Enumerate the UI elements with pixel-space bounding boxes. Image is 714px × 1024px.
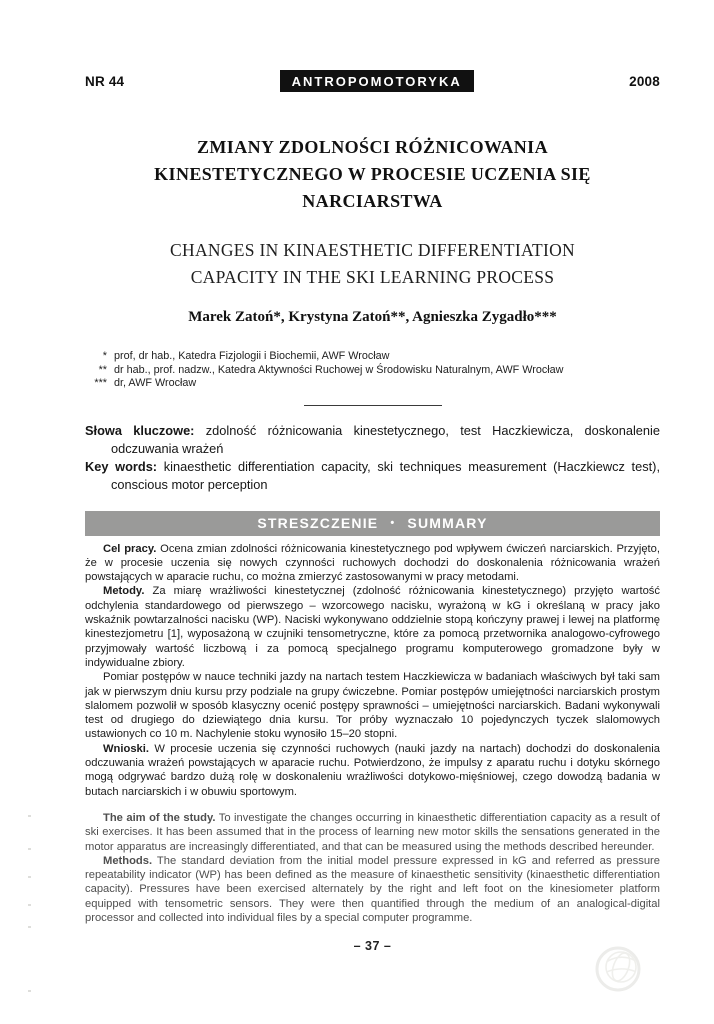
abstract-paragraph: [85, 742, 660, 799]
title-pl-line-3: NARCIARSTWA: [302, 191, 443, 211]
affiliation-text: dr, AWF Wrocław: [114, 377, 197, 390]
paragraph-text: W procesie uczenia się czynności ruchowych (nauki jazdy na nartach) dochodzi do doskonalenia odczuwania wrażeń powstających w aparacie ruchu. Potwierdzono, że impulsy z aparatu ruchu i dotyku skórnego mogą odgrywać bardzo dużą rolę w doskonaleniu wrażliwości dotykowo-mięśniowej, czego dowodzą badania w butach narciarskich i w obuwiu sportowym.: [85, 742, 660, 798]
abstract-english: [85, 811, 660, 925]
scan-mark: [28, 876, 31, 878]
keywords-english-text: kinaesthetic differentiation capacity, ski techniques measurement (Haczkiewcz test), conscious motor perception: [111, 459, 661, 493]
journal-title-banner: ANTROPOMOTORYKA: [280, 70, 474, 92]
page-header: [85, 70, 660, 92]
summary-bar-label-en: SUMMARY: [407, 515, 488, 532]
publication-year: 2008: [629, 73, 660, 89]
paragraph-lead: Methods.: [103, 854, 153, 867]
affiliation-marker: *: [102, 350, 107, 362]
abstract-polish: [85, 542, 660, 799]
page-number: – 37 –: [353, 939, 392, 954]
scan-mark: [28, 926, 31, 928]
watermark-globe-icon: [594, 944, 644, 999]
paragraph-text: Za miarę wrażliwości kinestetycznej (zdolność różnicowania kinestetycznego) przyjęto wartość odchylenia standardowego od pierwszego – wzorcowego nacisku, wyrażoną w kG i określaną w pracy jako wskaźnik powtarzalności nacisku (WP). Naciski wykonywano oddzielnie stopą kończyny prawej i lewej na platformę kinestezjometru [1], wyposażoną w czujniki tensometryczne, które za pomocą przetwornika analogowo-cyfrowego przyjmowały wartość liczbową i za pomocą specjalnego programu komputerowego gromadzone były w indywidualne zbiory.: [85, 585, 660, 669]
affiliation-text: dr hab., prof. nadzw., Katedra Aktywności Ruchowej w Środowisku Naturalnym, AWF Wrocław: [114, 363, 564, 376]
title-en-line-2: CAPACITY IN THE SKI LEARNING PROCESS: [190, 267, 555, 287]
affiliation-marker: ***: [94, 377, 107, 390]
affiliation-row: [85, 377, 660, 391]
section-divider: [304, 405, 442, 406]
paragraph-lead: Metody.: [103, 585, 145, 598]
affiliation-marker: **: [98, 363, 107, 376]
title-pl-line-1: ZMIANY ZDOLNOŚCI RÓŻNICOWANIA: [197, 137, 548, 157]
paragraph-text: Pomiar postępów w nauce techniki jazdy na nartach testem Haczkiewicza w badaniach właściwych był taki sam jak w pierwszym dniu kursu przy podziale na grupy ćwiczebne. Pomiar postępów umiejętności narciarskich prostym slalomem pozwolił w sposób klasyczny ocenić postępy sprawności – umiejętności narciarskich. Badani wykonywali test od drugiego do dziewiątego dnia kursu. Tor próby wyznaczało 10 pojedynczych tyczek slalomowych ustawionych co 10 m. Nachylenie stoku wynosiło 15–20 stopni.: [85, 671, 660, 741]
scan-mark: [28, 815, 31, 817]
keywords-english: [85, 458, 660, 494]
paragraph-text: Ocena zmian zdolności różnicowania kinestetycznego pod wpływem ćwiczeń narciarskich. Przyjęto, że w procesie uczenia się nowych czynności ruchowych dochodzi do doskonalenia różnicowania wrażeń powstających w aparacie ruchu, co można zmierzyć zastosowanymi w pracy metodami.: [85, 542, 660, 584]
abstract-paragraph: [85, 811, 660, 854]
title-en-line-1: CHANGES IN KINAESTHETIC DIFFERENTIATION: [170, 240, 575, 260]
keywords-block: [85, 422, 660, 495]
scan-mark: [28, 990, 31, 992]
affiliation-row: [85, 364, 660, 378]
paragraph-lead: The aim of the study.: [103, 811, 216, 824]
affiliations-list: [85, 350, 660, 391]
summary-bar-label-pl: STRESZCZENIE: [257, 515, 379, 532]
issue-number: NR 44: [85, 73, 125, 89]
abstract-paragraph: [85, 584, 660, 670]
scan-mark: [28, 848, 31, 850]
keywords-polish-text: zdolność różnicowania kinestetycznego, test Haczkiewicza, doskonalenie odczuwania wrażeń: [111, 422, 660, 456]
page-content: [85, 0, 660, 953]
title-pl-line-2: KINESTETYCZNEGO W PROCESIE UCZENIA SIĘ: [154, 164, 591, 184]
affiliation-row: [85, 350, 660, 364]
summary-section-bar: [85, 511, 660, 536]
keywords-polish: [85, 422, 660, 458]
article-title-polish: [85, 134, 660, 215]
paragraph-text: The standard deviation from the initial model pressure expressed in kG and referred as pressure repeatability indicator (WP) has been defined as the measure of kinaesthetic sensitivity (kinaesthetic differentiation capacity). Pressures have been exercised alternately by the right and left foot on the kinesiometer platform equipped with tensometric sensors. They were then quantified through the medium of an analogical-digital processor and collected into individual files by a special computer programme.: [85, 854, 660, 925]
keywords-english-label: Key words:: [85, 459, 158, 475]
authors-line: Marek Zatoń*, Krystyna Zatoń**, Agnieszka Zygadło***: [188, 309, 557, 325]
abstract-paragraph: [85, 670, 660, 741]
keywords-polish-label: Słowa kluczowe:: [85, 422, 195, 438]
article-title-english: [85, 237, 660, 291]
abstract-paragraph: [85, 854, 660, 925]
paragraph-lead: Cel pracy.: [103, 542, 157, 555]
scan-mark: [28, 904, 31, 906]
affiliation-text: prof, dr hab., Katedra Fizjologii i Biochemii, AWF Wrocław: [114, 350, 390, 362]
paragraph-text: To investigate the changes occurring in kinaesthetic differentiation capacity as a result of ski exercises. It has been assumed that in the process of learning new motor skills the sensations generated in the motor apparatus are increasingly differentiated, and that can be measured using the methods described hereunder.: [85, 811, 660, 853]
bullet-separator-icon: •: [390, 517, 396, 530]
abstract-paragraph: [85, 542, 660, 585]
paragraph-lead: Wnioski.: [103, 742, 149, 755]
